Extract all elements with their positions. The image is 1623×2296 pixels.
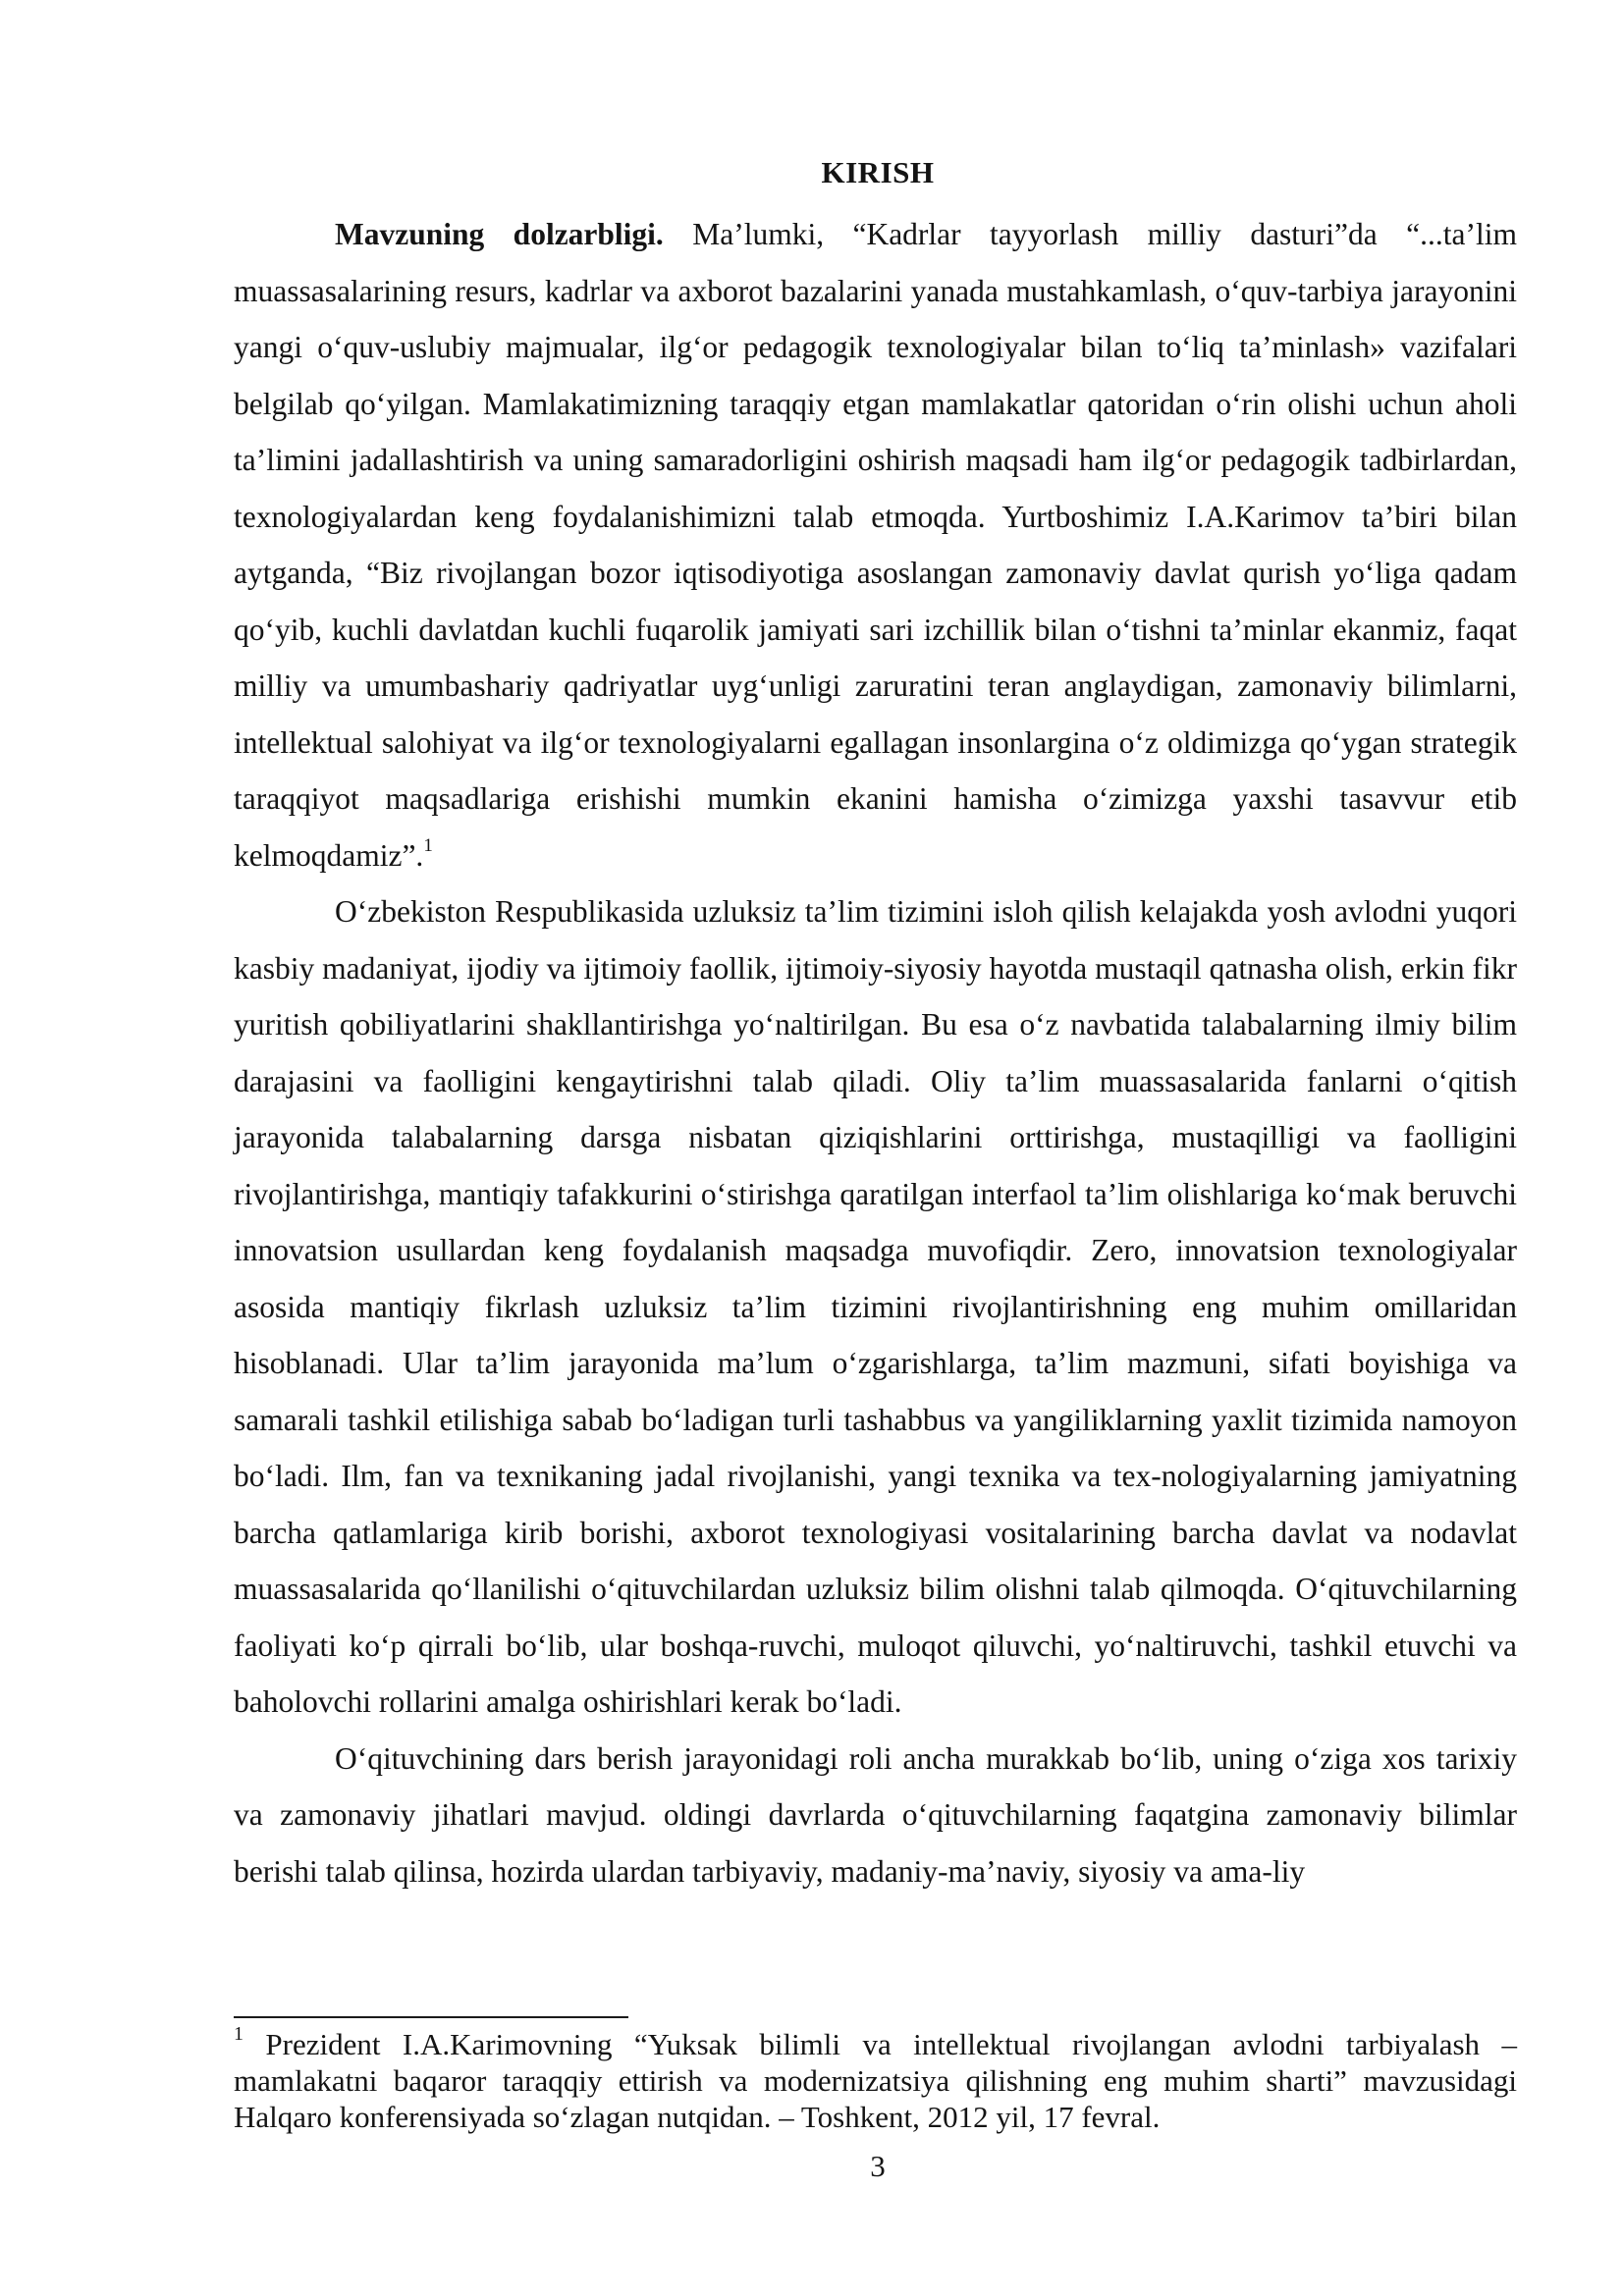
section-heading: KIRISH (821, 155, 935, 189)
footnote-marker: 1 (234, 2022, 243, 2045)
paragraph-lead: Mavzuning dolzarbligi. (335, 217, 664, 251)
paragraph-text: Ma’lumki, “Kadrlar tayyorlash milliy dasturi”da “...ta’lim muassasalarining resurs, kadrlar va axborot bazalarini yanada mustahkamlash, o‘quv-tarbiya jarayonini yangi o‘quv-uslubiy majmualar, ilg‘or pedagogik texnologiyalar bilan to‘liq ta’minlash» vazifalari belgilab qo‘yilgan. Mamlakatimizning taraqqiy etgan mamlakatlar qatoridan o‘rin olishi uchun aholi ta’limini jadallashtirish va uning samaradorligini oshirish maqsadi ham ilg‘or pedagogik tadbirlardan, texnologiyalardan keng foydalanishimizni talab etmoqda. Yurtboshimiz I.A.Karimov ta’biri bilan aytganda, “Biz rivojlangan bozor iqtisodiyotiga asoslangan zamonaviy davlat qurish yo‘liga qadam qo‘yib, kuchli davlatdan kuchli fuqarolik jamiyati sari izchillik bilan o‘tishni ta’minlar ekanmiz, faqat milliy va umumbashariy qadriyatlar uyg‘unligi zaruratini teran anglaydigan, zamonaviy bilimlarni, intellektual salohiyat va ilg‘or texnologiyalarni egallagan insonlargina o‘z oldimizga qo‘ygan strategik taraqqiyot maqsadlariga erishishi mumkin ekanini hamisha o‘zimizga yaxshi tasavvur etib kelmoqdamiz”. (234, 217, 1517, 873)
footnote-separator (234, 2016, 628, 2018)
footnote-reference: 1 (423, 835, 433, 856)
paragraph-education-reform (234, 883, 1517, 1731)
paragraph-text: O‘zbekiston Respublikasida uzluksiz ta’lim tizimini isloh qilish kelajakda yosh avlodni yuqori kasbiy madaniyat, ijodiy va ijtimoiy faollik, ijtimoiy-siyosiy hayotda mustaqil qatnasha olish, erkin fikr yuritish qobiliyatlarini shakllantirishga yo‘naltirilgan. Bu esa o‘z navbatida talabalarning ilmiy bilim darajasini va faolligini kengaytirishni talab qiladi. Oliy ta’lim muassasalarida fanlarni o‘qitish jarayonida talabalarning darsga nisbatan qiziqishlarini orttirishga, mustaqilligi va faolligini rivojlantirishga, mantiqiy tafakkurini o‘stirishga qaratilgan interfaol ta’lim olishlariga ko‘mak beruvchi innovatsion usullardan keng foydalanish maqsadga muvofiqdir. Zero, innovatsion texnologiyalar asosida mantiqiy fikrlash uzluksiz ta’lim tizimini rivojlantirishning eng muhim omillaridan hisoblanadi. Ular ta’lim jarayonida ma’lum o‘zgarishlarga, ta’lim mazmuni, sifati boyishiga va samarali tashkil etilishiga sabab bo‘ladigan turli tashabbus va yangiliklarning yaxlit tizimida namoyon bo‘ladi. Ilm, fan va texnikaning jadal rivojlanishi, yangi texnika va tex-nologiyalarning jamiyatning barcha qatlamlariga kirib borishi, axborot texnologiyasi vositalarining barcha davlat va nodavlat muassasalarida qo‘llanilishi o‘qituvchilardan uzluksiz bilim olishni talab qilmoqda. O‘qituvchilarning faoliyati ko‘p qirrali bo‘lib, ular boshqa-ruvchi, muloqot qiluvchi, yo‘naltiruvchi, tashkil etuvchi va baholovchi rollarini amalga oshirishlari kerak bo‘ladi. (234, 894, 1517, 1719)
footnote (234, 2022, 1517, 2135)
paragraph-teacher-role (234, 1731, 1517, 1900)
footnote-text: Prezident I.A.Karimovning “Yuksak bilimli va intellektual rivojlangan avlodni tarbiyalash – mamlakatni baqaror taraqqiy ettirish va modernizatsiya qilishning eng muhim sharti” mavzusidagi Halqaro konferensiyada so‘zlagan nutqidan. – Toshkent, 2012 yil, 17 fevral. (234, 2027, 1517, 2134)
paragraph-text: O‘qituvchining dars berish jarayonidagi roli ancha murakkab bo‘lib, uning o‘ziga xos tarixiy va zamonaviy jihatlari mavjud. oldingi davrlarda o‘qituvchilarning faqatgina zamonaviy bilimlar berishi talab qilinsa, hozirda ulardan tarbiyaviy, madaniy-ma’naviy, siyosiy va ama-liy (234, 1740, 1517, 1889)
body-text (234, 206, 1517, 1899)
page-number: 3 (870, 2149, 886, 2183)
paragraph-relevance (234, 206, 1517, 883)
